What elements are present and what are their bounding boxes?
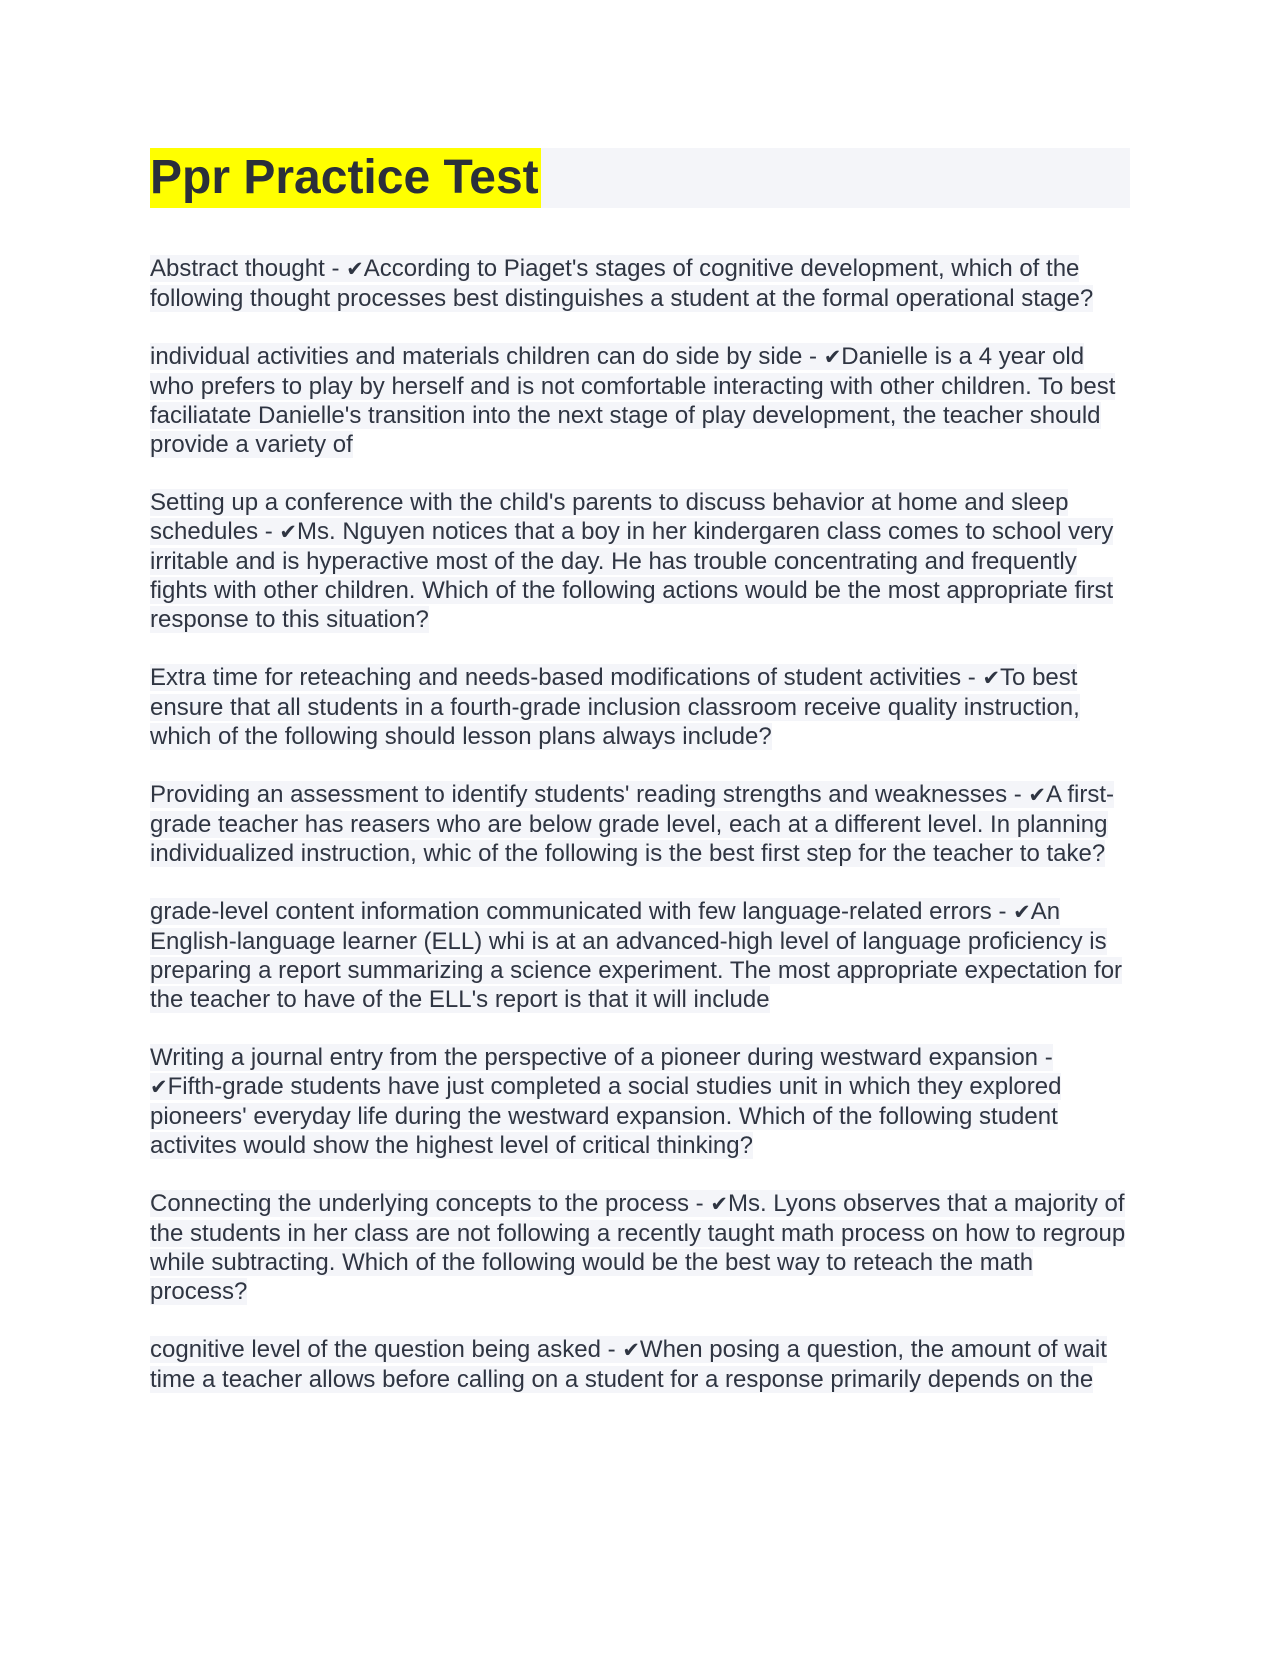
answer-text: Providing an assessment to identify students' reading strengths and weaknesses	[150, 781, 1008, 808]
qa-entry-text	[150, 664, 1080, 750]
qa-entry	[150, 254, 1130, 313]
qa-entry	[150, 780, 1130, 868]
qa-entry	[150, 488, 1130, 634]
check-mark-icon: ✔	[150, 1075, 168, 1099]
check-mark-icon: ✔	[622, 1338, 640, 1362]
check-mark-icon: ✔	[710, 1192, 728, 1216]
question-text: Fifth-grade students have just completed a social studies unit in which they explored pioneers' everyday life during the westward expansion. Which of the following student activites would show the highest level of critical thinking?	[150, 1073, 1062, 1159]
separator: -	[324, 255, 347, 282]
qa-entry-text	[150, 255, 1093, 312]
check-mark-icon: ✔	[346, 257, 364, 281]
qa-entry	[150, 1335, 1130, 1394]
check-mark-icon: ✔	[982, 666, 1001, 690]
qa-entry-text	[150, 343, 1115, 458]
separator: -	[258, 518, 280, 545]
answer-text: individual activities and materials children can do side by side	[150, 343, 803, 370]
page-title: Ppr Practice Test	[150, 148, 541, 208]
separator: -	[1038, 1044, 1053, 1071]
qa-entry-text	[150, 1190, 1125, 1305]
qa-entry-text	[150, 1336, 1107, 1393]
qa-entry-text	[150, 489, 1113, 633]
answer-text: grade-level content information communicated with few language-related errors	[150, 898, 992, 925]
answer-text: cognitive level of the question being asked	[150, 1336, 601, 1363]
qa-entry	[150, 1189, 1130, 1306]
separator: -	[802, 343, 824, 370]
question-text: Ms. Nguyen notices that a boy in her kindergaren class comes to school very irritable and is hyperactive most of the day. He has trouble concentrating and frequently fights with other children. Which of the following actions would be the most appropriate first response to this situation?	[150, 518, 1114, 633]
qa-entry	[150, 897, 1130, 1014]
question-text: Danielle is a 4 year old who prefers to play by herself and is not comfortable interacting with other children. To best faciliatate Danielle's transition into the next stage of play development, the teacher should provide a variety of	[150, 343, 1116, 458]
document-page	[150, 148, 1130, 1423]
question-text: An English-language learner (ELL) whi is at an advanced-high level of language proficiency is preparing a report summarizing a science experiment. The most appropriate expectation for the teacher to have of the ELL's report is that it will include	[150, 898, 1123, 1013]
check-mark-icon: ✔	[1028, 783, 1047, 807]
question-text: Ms. Lyons observes that a majority of the students in her class are not following a recently taught math process on how to regroup while subtracting. Which of the following would be the best way to reteach the math process?	[150, 1190, 1126, 1305]
separator: -	[689, 1190, 711, 1217]
question-text: To best ensure that all students in a fourth-grade inclusion classroom receive quality instruction, which of the following should lesson plans always include?	[150, 664, 1080, 750]
separator: -	[600, 1336, 623, 1363]
question-text: According to Piaget's stages of cognitive development, which of the following thought processes best distinguishes a student at the formal operational stage?	[150, 255, 1094, 312]
separator: -	[1007, 781, 1029, 808]
answer-text: Writing a journal entry from the perspective of a pioneer during westward expansion	[150, 1044, 1039, 1071]
separator: -	[961, 664, 983, 691]
qa-entry-text	[150, 781, 1114, 867]
answer-text: Connecting the underlying concepts to the process	[150, 1190, 690, 1217]
answer-text: Abstract thought	[150, 255, 325, 282]
qa-entry-text	[150, 898, 1122, 1013]
answer-text: Setting up a conference with the child's parents to discuss behavior at home and sleep schedules	[150, 489, 1069, 545]
separator: -	[991, 898, 1014, 925]
check-mark-icon: ✔	[279, 520, 298, 544]
question-text: A first-grade teacher has reasers who are below grade level, each at a different level. In planning individualized instruction, whic of the following is the best first step for the teacher to take?	[150, 781, 1115, 867]
question-text: When posing a question, the amount of wait time a teacher allows before calling on a student for a response primarily depends on the	[150, 1336, 1107, 1393]
entries-list	[150, 254, 1130, 1394]
qa-entry-text	[150, 1044, 1061, 1159]
title-bar	[150, 148, 1130, 208]
qa-entry	[150, 342, 1130, 459]
qa-entry	[150, 1043, 1130, 1160]
answer-text: Extra time for reteaching and needs-based modifications of student activities	[150, 664, 962, 691]
qa-entry	[150, 663, 1130, 751]
check-mark-icon: ✔	[823, 345, 842, 369]
check-mark-icon: ✔	[1013, 900, 1031, 924]
